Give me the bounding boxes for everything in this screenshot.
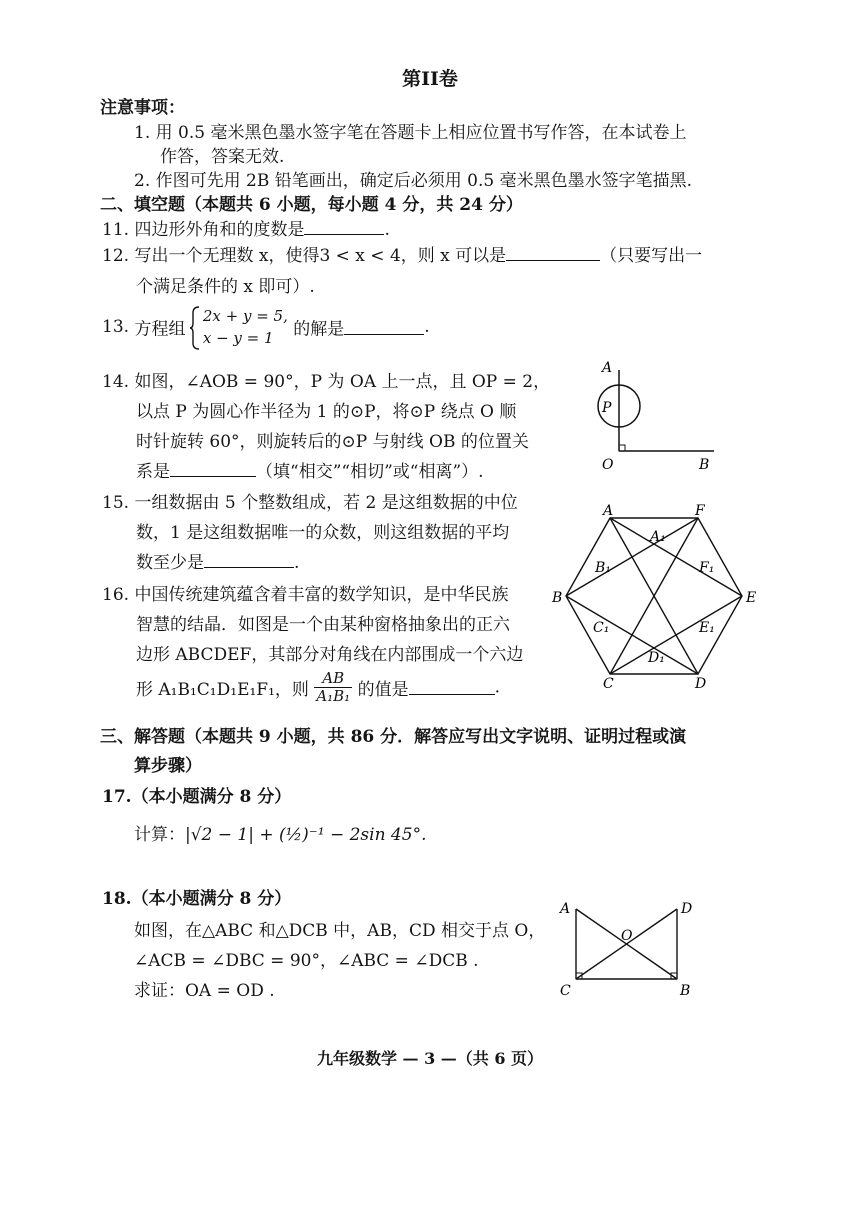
label-b: B (552, 590, 563, 606)
question-text: 如图，∠AOB = 90°，P 为 OA 上一点，且 OP = 2， (134, 372, 551, 392)
fraction-denominator: A₁B₁ (316, 687, 351, 705)
question-text-tail: （只要写出一 (600, 246, 703, 266)
label-c: C (560, 983, 571, 999)
question-16-line4 (136, 670, 500, 705)
question-text: 的解是 (293, 319, 345, 340)
label-p: P (602, 400, 612, 416)
question-text: 中国传统建筑蕴含着丰富的数学知识，是中华民族 (134, 585, 509, 605)
label-d: D (695, 676, 707, 692)
question-15 (102, 488, 518, 513)
equation-system (191, 305, 288, 349)
question-text: 的值是 (357, 680, 409, 700)
label-c: C (603, 676, 614, 692)
question-text: 系是 (136, 462, 170, 482)
question-text: 四边形外角和的度数是 (134, 220, 305, 240)
question-text: 写出一个无理数 x，使得3 < x < 4，则 x 可以是 (134, 246, 507, 266)
label-b: B (699, 457, 710, 473)
question-15-line2: 数，1 是这组数据唯一的众数，则这组数据的平均 (136, 523, 510, 543)
answer-blank[interactable] (344, 320, 424, 335)
notice-item-1: 1. 用 0.5 毫米黑色墨水签字笔在答题卡上相应位置书写作答，在本试卷上 (134, 123, 687, 143)
page-title: 第II卷 (402, 68, 458, 90)
brace-icon (189, 305, 201, 351)
question-number: 12. (102, 246, 130, 266)
question-14-line4 (136, 457, 484, 482)
label-e1: E₁ (699, 620, 715, 636)
label-e: E (746, 590, 757, 606)
equation-1: 2x + y = 5, (202, 307, 288, 325)
question-14-line2: 以点 P 为圆心作半径为 1 的⊙P，将⊙P 绕点 O 顺 (136, 402, 517, 422)
answer-blank[interactable] (506, 246, 600, 261)
question-12 (102, 241, 702, 266)
notice-item-2: 2. 作图可先用 2B 铅笔画出，确定后必须用 0.5 毫米黑色墨水签字笔描黑. (134, 171, 692, 191)
question-text: 一组数据由 5 个整数组成，若 2 是这组数据的中位 (134, 493, 518, 513)
question-number: 15. (102, 493, 130, 513)
section3-heading-cont: 算步骤） (134, 756, 202, 776)
answer-blank[interactable] (170, 462, 256, 477)
math-expression: |√2 − 1| + (½)⁻¹ − 2sin 45°. (185, 825, 427, 845)
label-b: B (680, 983, 691, 999)
section3-heading: 三、解答题（本题共 9 小题，共 86 分．解答应写出文字说明、证明过程或演 (100, 727, 687, 747)
question-18-line1: 如图，在△ABC 和△DCB 中，AB，CD 相交于点 O， (134, 921, 546, 941)
notice-heading: 注意事项： (100, 98, 185, 118)
answer-blank[interactable] (304, 220, 384, 235)
answer-blank[interactable] (409, 680, 495, 695)
question-12-cont: 个满足条件的 x 即可）. (136, 277, 315, 297)
punctuation: . (384, 220, 390, 240)
question-number: 16. (102, 585, 130, 605)
label-a: A (602, 360, 613, 376)
question-number: 14. (102, 372, 130, 392)
question-14 (102, 367, 550, 392)
figure-16 (548, 498, 762, 694)
question-text: 形 A₁B₁C₁D₁E₁F₁，则 (136, 680, 309, 700)
question-16-line3: 边形 ABCDEF，其部分对角线在内部围成一个六边 (136, 645, 524, 665)
question-14-line3: 时针旋转 60°，则旋转后的⊙P 与射线 OB 的位置关 (136, 432, 529, 452)
diagonal-bf (566, 518, 698, 596)
diagonal-ce (610, 596, 742, 674)
punctuation: . (494, 677, 501, 698)
label-a: A (603, 503, 614, 519)
question-text: 方程组 (134, 319, 186, 340)
question-number: 11. (102, 220, 130, 240)
question-18-heading: 18.（本小题满分 8 分） (102, 889, 292, 909)
equation-2: x − y = 1 (202, 329, 274, 347)
fraction-numerator: AB (314, 670, 352, 688)
fraction (314, 670, 352, 705)
label-d: D (681, 901, 693, 917)
label-a: A (560, 901, 571, 917)
label-d1: D₁ (648, 650, 665, 666)
label-b1: B₁ (595, 560, 611, 576)
question-17-heading: 17.（本小题满分 8 分） (102, 787, 292, 807)
figure-18 (553, 895, 713, 1001)
section2-heading: 二、填空题（本题共 6 小题，每小题 4 分，共 24 分） (100, 195, 523, 215)
question-text: 计算： (134, 825, 185, 845)
answer-blank[interactable] (204, 553, 294, 568)
question-16-line2: 智慧的结晶．如图是一个由某种窗格抽象出的正六 (136, 615, 510, 635)
question-11 (102, 215, 390, 240)
question-13 (102, 305, 430, 349)
diagonal-ae (610, 518, 742, 596)
diagonal-bd (566, 596, 698, 674)
punctuation: . (294, 553, 300, 573)
question-text: 数至少是 (136, 553, 204, 573)
question-18-line2: ∠ACB = ∠DBC = 90°，∠ABC = ∠DCB . (134, 951, 479, 971)
label-o: O (621, 928, 633, 944)
label-f: F (695, 503, 705, 519)
question-text-tail: （填“相交”“相切”或“相离”）. (256, 462, 484, 482)
notice-item-1-cont: 作答，答案无效. (160, 147, 285, 167)
question-15-line3 (136, 548, 299, 573)
punctuation: . (424, 317, 430, 337)
page-footer: 九年级数学 — 3 —（共 6 页） (316, 1049, 544, 1068)
figure-14 (588, 358, 723, 473)
label-a1: A₁ (650, 529, 666, 545)
question-16 (102, 580, 508, 605)
label-o: O (602, 457, 614, 473)
question-18-line3: 求证：OA = OD . (134, 981, 275, 1001)
label-c1: C₁ (593, 620, 610, 636)
label-f1: F₁ (699, 560, 715, 576)
question-17-body (134, 820, 426, 845)
right-angle-mark (619, 445, 625, 451)
question-number: 13. (102, 317, 130, 337)
